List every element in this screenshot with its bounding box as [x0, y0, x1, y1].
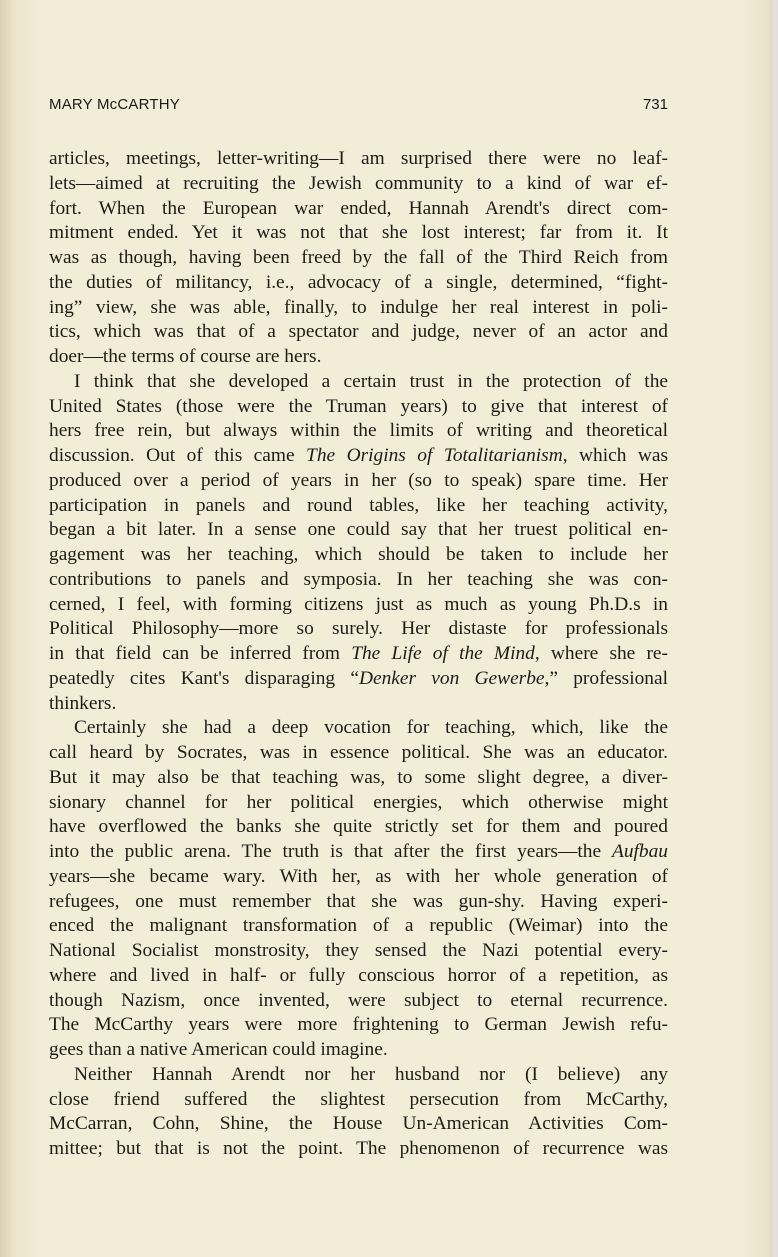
text-run: , which was [562, 445, 668, 466]
text-line: gees than a native American could imagine. [49, 1039, 388, 1060]
text-line: close friend suffered the slightest persecution from McCarthy, [49, 1088, 668, 1110]
page-header [49, 96, 668, 118]
text-line: participation in panels and round tables, like her teaching activity, [49, 494, 668, 516]
text-run: ,” professional [544, 667, 668, 689]
text-line: Neither Hannah Arendt nor her husband nor (I believe) any [74, 1063, 668, 1085]
foreign-phrase: Aufbau [611, 841, 668, 862]
book-title: The Life of the Mind [351, 643, 535, 664]
text-line: doer—the terms of course are hers. [49, 346, 322, 367]
text-line: ing” view, she was able, finally, to indulge her real interest in poli- [49, 296, 668, 318]
text-line: fort. When the European war ended, Hannah Arendt's direct com- [49, 197, 668, 219]
page-edge [772, 0, 778, 1257]
body-text [49, 147, 668, 1162]
text-line [49, 840, 668, 865]
running-head: MARY McCARTHY [49, 96, 180, 113]
text-line: hers free rein, but always within the limits of writing and theoretical [49, 420, 668, 442]
text-line: contributions to panels and symposia. In her teaching she was con- [49, 568, 668, 590]
text-line: was as though, having been freed by the fall of the Third Reich from [49, 247, 668, 268]
text-run: discussion. Out of this came [49, 445, 307, 466]
text-line: began a bit later. In a sense one could say that her truest political en- [49, 519, 668, 541]
text-line: thinkers. [49, 692, 117, 714]
text-line: But it may also be that teaching was, to some slight degree, a diver- [49, 766, 668, 788]
text-line: National Socialist monstrosity, they sensed the Nazi potential every- [49, 940, 668, 961]
text-line: sionary channel for her political energies, which otherwise might [49, 791, 668, 813]
text-line: refugees, one must remember that she was gun-shy. Having experi- [49, 890, 668, 912]
text-line: McCarran, Cohn, Shine, the House Un-American Activities Com- [49, 1113, 668, 1135]
text-run: into the public arena. The truth is that after the first years—the [49, 841, 612, 862]
text-line: cerned, I feel, with forming citizens just as much as young Ph.D.s in [49, 593, 668, 615]
text-line: tics, which was that of a spectator and judge, never of an actor and [49, 321, 668, 343]
foreign-phrase: Denker von Gewerbe [358, 667, 545, 689]
text-line: enced the malignant transformation of a republic (Weimar) into the [49, 915, 668, 937]
book-title: The Origins of Totalitarianism [306, 445, 563, 466]
text-line: The McCarthy years were more frightening to German Jewish refu- [49, 1014, 668, 1036]
text-line: where and lived in half- or fully conscious horror of a repetition, as [49, 964, 668, 986]
text-line: though Nazism, once invented, were subject to eternal recurrence. [49, 989, 668, 1011]
text-line: years—she became wary. With her, as with her whole generation of [49, 865, 668, 887]
text-line: the duties of militancy, i.e., advocacy of a single, determined, “fight- [49, 271, 668, 293]
text-line: gagement was her teaching, which should be taken to include her [49, 544, 668, 565]
text-line: United States (those were the Truman years) to give that interest of [49, 395, 668, 417]
page-number: 731 [642, 96, 668, 113]
text-line [49, 444, 668, 469]
text-line: articles, meetings, letter-writing—I am surprised there were no leaf- [49, 148, 668, 169]
text-run: in that field can be inferred from [49, 643, 352, 664]
text-line: mittee; but that is not the point. The phenomenon of recurrence was [49, 1138, 668, 1159]
text-line: I think that she developed a certain trust in the protection of the [74, 370, 668, 392]
text-line: mitment ended. Yet it was not that she lost interest; far from it. It [49, 222, 668, 244]
text-line: Certainly she had a deep vocation for teaching, which, like the [74, 717, 668, 739]
text-run: , where she re- [534, 643, 668, 664]
text-line: call heard by Socrates, was in essence political. She was an educator. [49, 742, 668, 763]
text-line: produced over a period of years in her (so to speak) spare time. Her [49, 469, 668, 491]
text-line: lets—aimed at recruiting the Jewish community to a kind of war ef- [49, 172, 668, 194]
text-line [49, 667, 668, 692]
text-line [49, 642, 668, 667]
text-line: have overflowed the banks she quite strictly set for them and poured [49, 816, 668, 838]
text-line: Political Philosophy—more so surely. Her distaste for professionals [49, 618, 668, 640]
text-run: peatedly cites Kant's disparaging “ [49, 667, 359, 689]
